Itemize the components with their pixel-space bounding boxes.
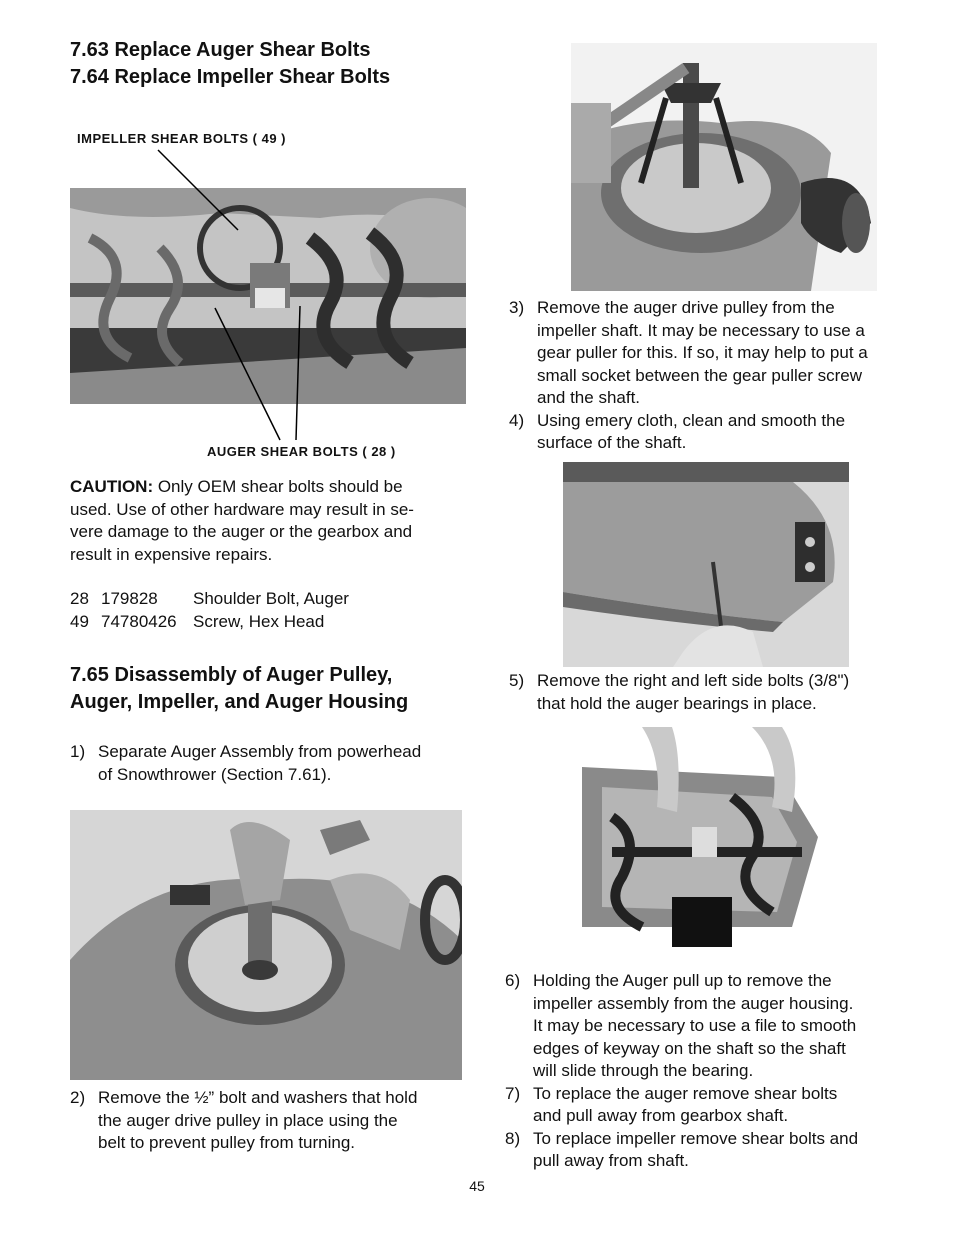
step-line: and pull away from gearbox shaft. bbox=[533, 1106, 789, 1125]
page-number: 45 bbox=[469, 1178, 485, 1194]
step-number: 2) bbox=[70, 1088, 86, 1107]
list-item bbox=[70, 1087, 465, 1155]
step-text bbox=[533, 1083, 910, 1128]
step-line: edges of keyway on the shaft so the shaft bbox=[533, 1038, 846, 1058]
step-text bbox=[537, 410, 909, 455]
step-line: It may be necessary to use a file to smooth bbox=[533, 1016, 857, 1035]
step-number: 1) bbox=[70, 742, 86, 761]
step-line: and the shaft. bbox=[537, 388, 641, 407]
part-ref: 49 bbox=[70, 611, 89, 631]
caution-line-3: vere damage to the auger or the gearbox and bbox=[70, 522, 413, 541]
list-item bbox=[505, 1083, 910, 1128]
part-number: 179828 bbox=[101, 589, 158, 608]
list-item bbox=[505, 970, 910, 1083]
step-line: will slide through the bearing. bbox=[533, 1061, 754, 1080]
list-item bbox=[505, 1128, 910, 1173]
heading-7-65-line-1: 7.65 Disassembly of Auger Pulley, bbox=[70, 664, 393, 686]
part-ref: 28 bbox=[70, 589, 89, 608]
section-headings bbox=[70, 37, 390, 91]
list-item bbox=[509, 297, 909, 410]
step-number: 4) bbox=[509, 410, 525, 430]
step-line: that hold the auger bearings in place. bbox=[537, 693, 817, 713]
list-item bbox=[509, 670, 909, 715]
auger-shear-bolts-photo bbox=[70, 188, 466, 404]
step-line: Remove the auger drive pulley from the bbox=[537, 298, 835, 317]
part-description: Screw, Hex Head bbox=[193, 611, 325, 631]
step-number: 5) bbox=[509, 671, 525, 690]
step-number: 8) bbox=[505, 1128, 521, 1148]
step-text bbox=[98, 741, 465, 786]
step-line: Using emery cloth, clean and smooth the bbox=[537, 410, 846, 430]
caution-line-2: used. Use of other hardware may result in se- bbox=[70, 499, 414, 519]
steps-3-4 bbox=[509, 297, 909, 455]
auger-lift-photo bbox=[582, 727, 818, 959]
step-line: impeller shaft. It may be necessary to use a bbox=[537, 320, 865, 340]
step-line: To replace the auger remove shear bolts bbox=[533, 1083, 838, 1103]
steps-6-8 bbox=[505, 970, 910, 1173]
step-text bbox=[537, 297, 909, 410]
step-line: surface of the shaft. bbox=[537, 433, 687, 452]
step-line: small socket between the gear puller screw bbox=[537, 365, 863, 385]
step-5 bbox=[509, 670, 909, 715]
step-line: Separate Auger Assembly from powerhead bbox=[98, 742, 422, 761]
step-text bbox=[537, 670, 909, 715]
list-item bbox=[509, 410, 909, 455]
parts-row bbox=[70, 611, 349, 634]
parts-row bbox=[70, 588, 349, 611]
gear-puller-photo bbox=[571, 43, 877, 291]
caution-line-4: result in expensive repairs. bbox=[70, 544, 273, 564]
step-text bbox=[533, 970, 910, 1083]
parts-list bbox=[70, 588, 349, 633]
side-bolts-photo bbox=[563, 462, 849, 667]
step-line: pull away from shaft. bbox=[533, 1151, 689, 1170]
step-text bbox=[98, 1087, 465, 1155]
step-line: impeller assembly from the auger housing. bbox=[533, 993, 854, 1013]
impeller-shear-bolts-callout: IMPELLER SHEAR BOLTS ( 49 ) bbox=[77, 131, 286, 146]
step-line: Remove the ½” bolt and washers that hold bbox=[98, 1088, 418, 1107]
pulley-bolt-removal-photo bbox=[70, 810, 462, 1080]
part-description: Shoulder Bolt, Auger bbox=[193, 589, 349, 608]
step-2 bbox=[70, 1087, 465, 1155]
list-item bbox=[70, 741, 465, 786]
heading-7-63: 7.63 Replace Auger Shear Bolts bbox=[70, 39, 371, 61]
step-line: of Snowthrower (Section 7.61). bbox=[98, 764, 332, 784]
step-line: To replace impeller remove shear bolts and bbox=[533, 1128, 859, 1148]
step-line: Holding the Auger pull up to remove the bbox=[533, 971, 832, 990]
heading-7-65-line-2: Auger, Impeller, and Auger Housing bbox=[70, 691, 409, 713]
step-line: belt to prevent pulley from turning. bbox=[98, 1133, 356, 1152]
step-line: gear puller for this. If so, it may help to put a bbox=[537, 343, 868, 362]
step-text bbox=[533, 1128, 910, 1173]
step-line: Remove the right and left side bolts (3/8") bbox=[537, 671, 850, 690]
step-number: 7) bbox=[505, 1083, 521, 1103]
step-number: 3) bbox=[509, 298, 525, 317]
step-1 bbox=[70, 741, 465, 786]
step-number: 6) bbox=[505, 971, 521, 990]
step-line: the auger drive pulley in place using the bbox=[98, 1110, 398, 1130]
section-heading-7-65 bbox=[70, 662, 408, 716]
caution-label: CAUTION: bbox=[70, 477, 154, 496]
auger-shear-bolts-callout: AUGER SHEAR BOLTS ( 28 ) bbox=[207, 444, 396, 459]
caution-line-1: Only OEM shear bolts should be bbox=[153, 477, 403, 496]
part-number: 74780426 bbox=[101, 611, 177, 631]
caution-paragraph bbox=[70, 476, 460, 566]
heading-7-64: 7.64 Replace Impeller Shear Bolts bbox=[70, 66, 391, 88]
